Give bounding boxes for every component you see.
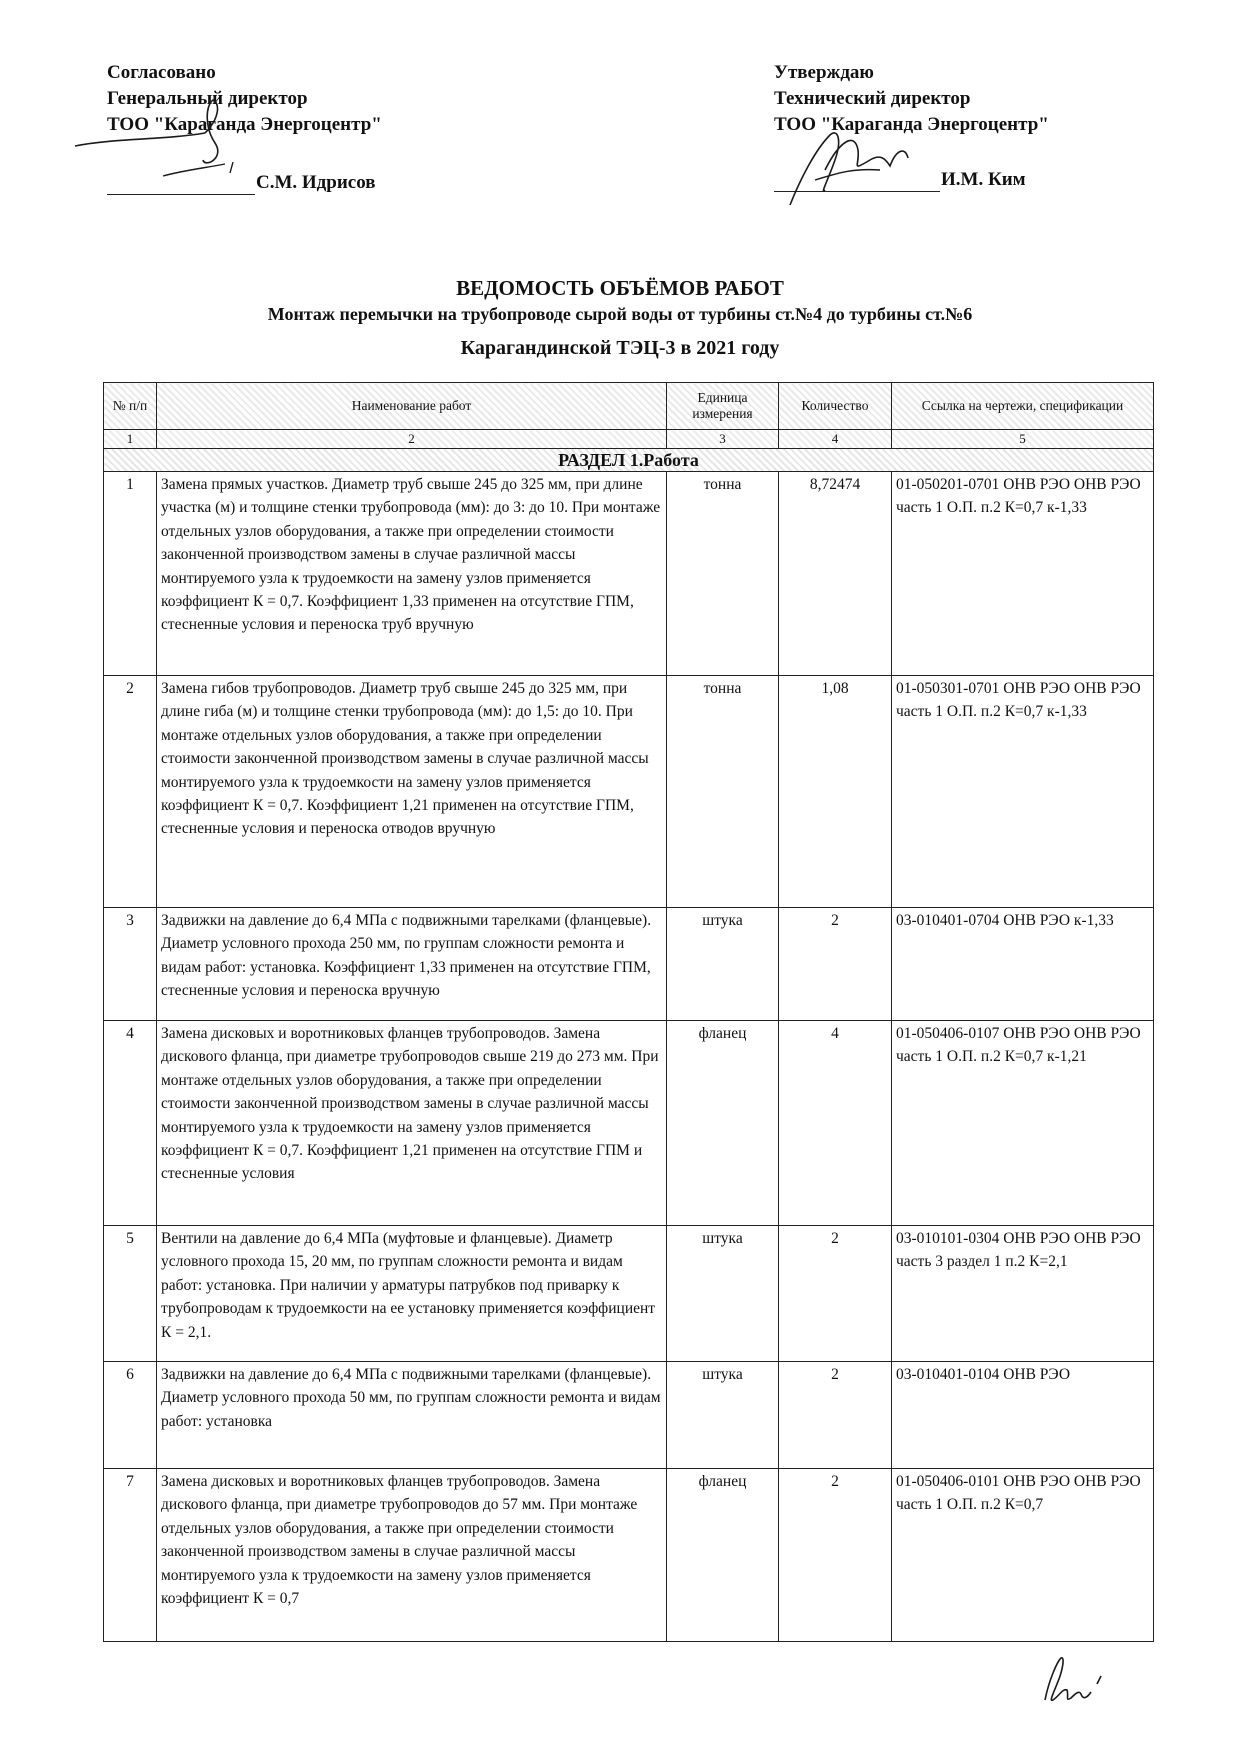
row-work-name: Вентили на давление до 6,4 МПа (муфтовые и фланцевые). Диаметр условного прохода 15, 20 мм, по группам сложности ремонта и видам работ: установка. При наличии у арматуры патрубков под приварку к трубопроводам к трудоемкости на ее установку применяется коэффициент К = 2,1. <box>157 1226 667 1362</box>
column-number: 2 <box>157 430 667 449</box>
table-row <box>104 1021 1154 1226</box>
row-unit: тонна <box>667 472 779 676</box>
table-row <box>104 1226 1154 1362</box>
table-row <box>104 1469 1154 1642</box>
row-unit: фланец <box>667 1021 779 1226</box>
row-work-name: Задвижки на давление до 6,4 МПа с подвижными тарелками (фланцевые). Диаметр условного прохода 250 мм, по группам сложности ремонта и видам работ: установка. Коэффициент 1,33 применен на отсутствие ГПМ, стесненные условия и переноска вручную <box>157 908 667 1021</box>
row-unit: штука <box>667 1226 779 1362</box>
initials-icon <box>1035 1650 1115 1710</box>
signatory-right-name: И.М. Ким <box>941 169 1026 190</box>
table-row <box>104 1362 1154 1469</box>
row-number: 3 <box>104 908 157 1021</box>
signatory-left-name: С.М. Идрисов <box>256 172 376 193</box>
section-row <box>104 449 1154 472</box>
row-work-name: Замена прямых участков. Диаметр труб свыше 245 до 325 мм, при длине участка (м) и толщине стенки трубопровода (мм): до 3: до 10. При монтаже отдельных узлов оборудования, а также при определении стоимости законченной производством замены в случае различной массы монтируемого узла к трудоемкости на замену узлов применяется коэффициент К = 0,7. Коэффициент 1,33 применен на отсутствие ГПМ, стесненные условия и переноска труб вручную <box>157 472 667 676</box>
document-subtitle: Монтаж перемычки на трубопроводе сырой воды от турбины ст.№4 до турбины ст.№6 <box>267 304 973 324</box>
works-volume-table <box>103 382 1154 1642</box>
row-work-name: Замена гибов трубопроводов. Диаметр труб свыше 245 до 325 мм, при длине гиба (м) и толщине стенки трубопровода (мм): до 1,5: до 10. При монтаже отдельных узлов оборудования, а также при определении стоимости законченной производством замены в случае различной массы монтируемого узла к трудоемкости на замену узлов применяется коэффициент К = 0,7. Коэффициент 1,21 применен на отсутствие ГПМ, стесненные условия и переноска отводов вручную <box>157 676 667 908</box>
column-number-row <box>104 430 1154 449</box>
table-row <box>104 676 1154 908</box>
row-reference: 01-050301-0701 ОНВ РЭО ОНВ РЭО часть 1 О.П. п.2 К=0,7 к-1,33 <box>892 676 1154 908</box>
row-quantity: 4 <box>779 1021 892 1226</box>
section-title: РАЗДЕЛ 1.Работа <box>104 449 1154 472</box>
row-number: 7 <box>104 1469 157 1642</box>
table-row <box>104 908 1154 1021</box>
column-number: 5 <box>892 430 1154 449</box>
row-unit: штука <box>667 908 779 1021</box>
row-unit: тонна <box>667 676 779 908</box>
row-number: 5 <box>104 1226 157 1362</box>
column-number: 4 <box>779 430 892 449</box>
row-work-name: Задвижки на давление до 6,4 МПа с подвижными тарелками (фланцевые). Диаметр условного прохода 50 мм, по группам сложности ремонта и видам работ: установка <box>157 1362 667 1469</box>
row-quantity: 2 <box>779 1226 892 1362</box>
header-name: Наименование работ <box>157 383 667 430</box>
column-number: 3 <box>667 430 779 449</box>
document-title: ВЕДОМОСТЬ ОБЪЁМОВ РАБОТ <box>456 276 784 300</box>
signature-right-icon <box>780 110 940 220</box>
signature-left-icon <box>55 98 255 198</box>
row-quantity: 8,72474 <box>779 472 892 676</box>
table-header-row <box>104 383 1154 430</box>
document-subtitle-2: Карагандинской ТЭЦ-3 в 2021 году <box>460 337 780 359</box>
row-quantity: 2 <box>779 908 892 1021</box>
approval-right-line2: Технический директор <box>774 88 971 109</box>
header-qty: Количество <box>779 383 892 430</box>
table-row <box>104 472 1154 676</box>
row-reference: 03-010401-0104 ОНВ РЭО <box>892 1362 1154 1469</box>
row-number: 6 <box>104 1362 157 1469</box>
row-reference: 01-050406-0101 ОНВ РЭО ОНВ РЭО часть 1 О.П. п.2 К=0,7 <box>892 1469 1154 1642</box>
row-number: 2 <box>104 676 157 908</box>
row-number: 4 <box>104 1021 157 1226</box>
approval-right-line1: Утверждаю <box>774 62 874 83</box>
row-number: 1 <box>104 472 157 676</box>
row-quantity: 2 <box>779 1469 892 1642</box>
row-quantity: 2 <box>779 1362 892 1469</box>
row-work-name: Замена дисковых и воротниковых фланцев трубопроводов. Замена дискового фланца, при диаметре трубопроводов до 57 мм. При монтаже отдельных узлов оборудования, а также при определении стоимости законченной производством замены в случае различной массы монтируемого узла к трудоемкости на замену узлов применяется коэффициент К = 0,7 <box>157 1469 667 1642</box>
row-unit: фланец <box>667 1469 779 1642</box>
header-unit: Единица измерения <box>667 383 779 430</box>
column-number: 1 <box>104 430 157 449</box>
header-num: № п/п <box>104 383 157 430</box>
header-ref: Ссылка на чертежи, спецификации <box>892 383 1154 430</box>
row-reference: 03-010101-0304 ОНВ РЭО ОНВ РЭО часть 3 раздел 1 п.2 К=2,1 <box>892 1226 1154 1362</box>
approval-left-line2: Генеральный директор <box>107 88 308 109</box>
row-quantity: 1,08 <box>779 676 892 908</box>
row-reference: 03-010401-0704 ОНВ РЭО к-1,33 <box>892 908 1154 1021</box>
row-unit: штука <box>667 1362 779 1469</box>
approval-left-line1: Согласовано <box>107 62 216 83</box>
row-work-name: Замена дисковых и воротниковых фланцев трубопроводов. Замена дискового фланца, при диаметре трубопроводов свыше 219 до 273 мм. При монтаже отдельных узлов оборудования, а также при определении стоимости законченной производством замены в случае различной массы монтируемого узла к трудоемкости на замену узлов применяется коэффициент К = 0,7. Коэффициент 1,21 применен на отсутствие ГПМ и стесненные условия <box>157 1021 667 1226</box>
row-reference: 01-050201-0701 ОНВ РЭО ОНВ РЭО часть 1 О.П. п.2 К=0,7 к-1,33 <box>892 472 1154 676</box>
approval-left-line3: ТОО "Караганда Энергоцентр" <box>107 114 382 135</box>
row-reference: 01-050406-0107 ОНВ РЭО ОНВ РЭО часть 1 О.П. п.2 К=0,7 к-1,21 <box>892 1021 1154 1226</box>
approval-right-line3: ТОО "Караганда Энергоцентр" <box>774 114 1049 135</box>
